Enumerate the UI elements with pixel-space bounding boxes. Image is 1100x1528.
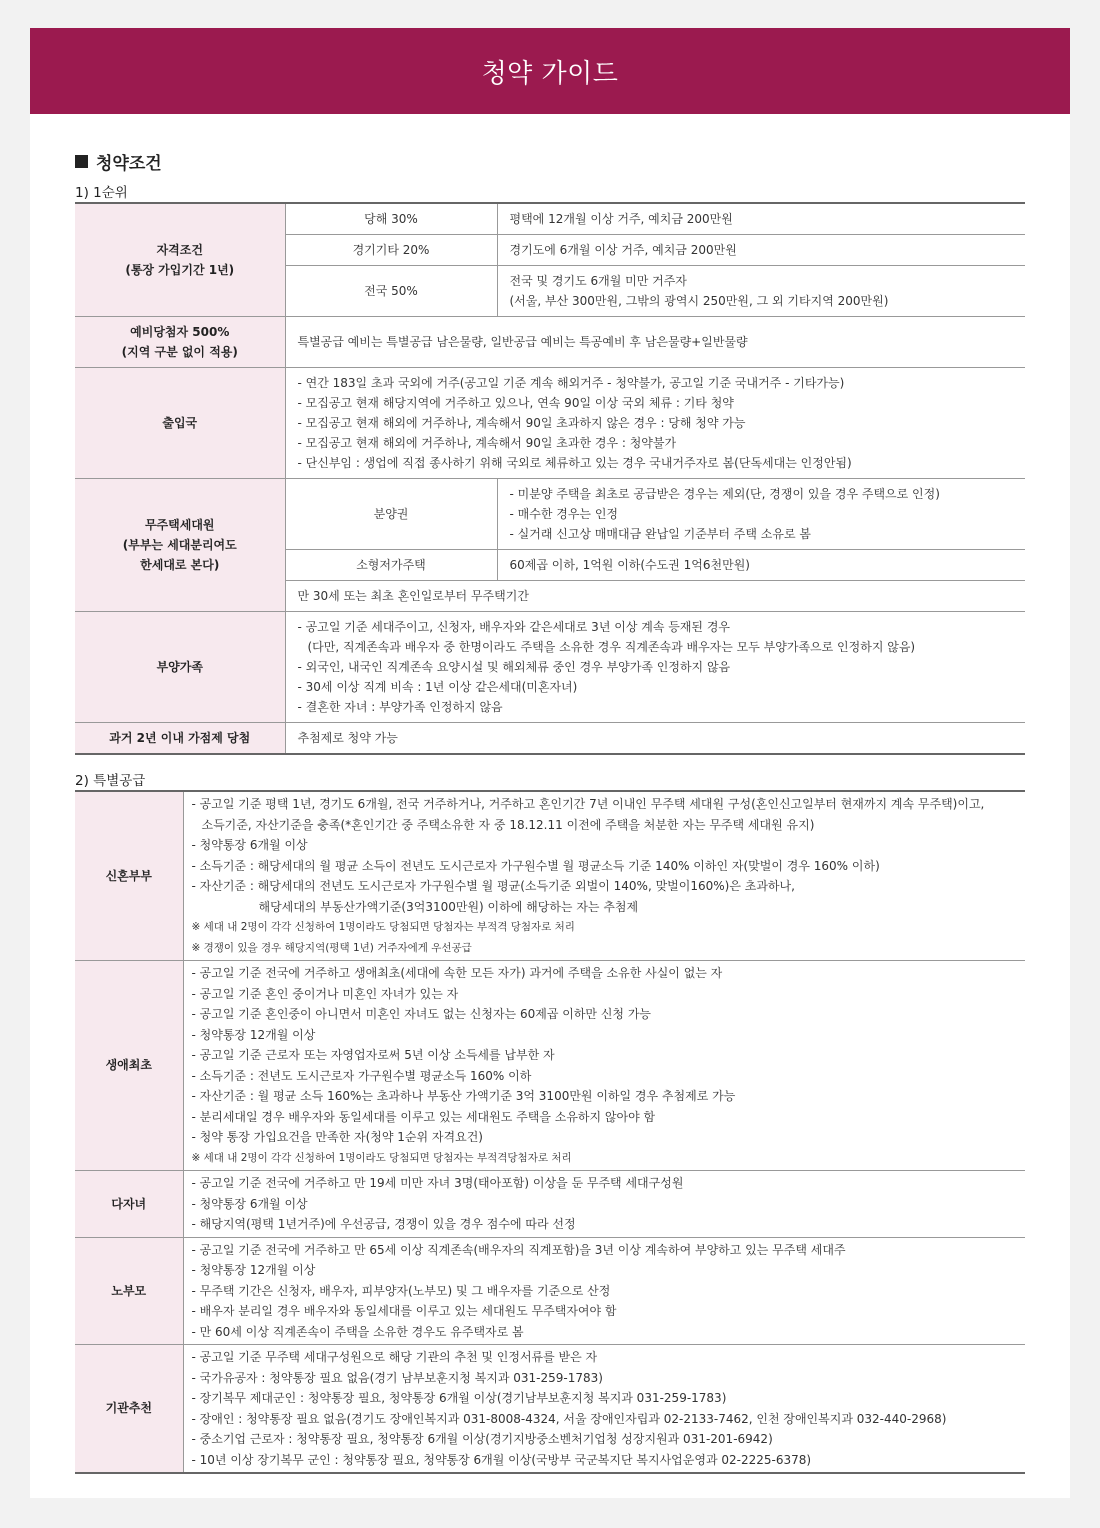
- guide-content: [30, 150, 1070, 1474]
- special-supply-subtitle: 2) 특별공급: [75, 773, 146, 789]
- text-line: - 30세 이상 직계 비속 : 1년 이상 같은세대(미혼자녀): [297, 680, 578, 694]
- region-cell: 당해 30%: [285, 203, 497, 235]
- text-line: 전국 및 경기도 6개월 미만 거주자: [509, 274, 687, 288]
- dependents-detail: [285, 612, 1025, 723]
- table-row: [75, 1345, 1025, 1474]
- text-line: - 해당지역(평택 1년거주)에 우선공급, 경쟁이 있을 경우 점수에 따라 선정: [191, 1217, 576, 1231]
- text-line: - 배우자 분리일 경우 배우자와 동일세대를 이루고 있는 세대원도 무주택자여야 함: [191, 1304, 617, 1318]
- reserve-detail: 특별공급 예비는 특별공급 남은물량, 일반공급 예비는 특공예비 후 남은물량+일반물량: [285, 317, 1025, 368]
- past-win-detail: 추첨제로 청약 가능: [285, 723, 1025, 755]
- region-cell: 경기기타 20%: [285, 235, 497, 266]
- text-line: - 소득기준 : 해당세대의 월 평균 소득이 전년도 도시근로자 가구원수별 월 평균소득 기준 140% 이하인 자(맞벌이 경우 160% 이하): [191, 858, 880, 873]
- immigration-label: 출입국: [75, 368, 285, 479]
- elderly-parent-detail: [183, 1237, 1025, 1345]
- text-line: - 모집공고 현재 해당지역에 거주하고 있으나, 연속 90일 이상 국외 체류 : 기타 청약: [297, 396, 734, 410]
- qualification-label: [75, 203, 285, 317]
- page-title: 청약 가이드: [481, 58, 619, 89]
- dependents-label: 부양가족: [75, 612, 285, 723]
- text-line: - 자산기준 : 월 평균 소득 160%는 초과하나 부동산 가액기준 3억 3100만원 이하일 경우 추첨제로 가능: [191, 1089, 736, 1103]
- table-row: [75, 723, 1025, 755]
- table-row: [75, 479, 1025, 550]
- section-title-text: 청약조건: [96, 153, 162, 174]
- immigration-detail: [285, 368, 1025, 479]
- text-line: 해당세대의 부동산가액기준(3억3100만원) 이하에 해당하는 자는 추첨제: [258, 899, 639, 914]
- label-line: (통장 가입기간 1년): [125, 263, 235, 277]
- label-line: (지역 구분 없이 적용): [121, 345, 238, 359]
- text-line: - 청약통장 12개월 이상: [191, 1027, 316, 1042]
- label-line: 자격조건: [156, 243, 203, 257]
- text-line: - 국가유공자 : 청약통장 필요 없음(경기 남부보훈지청 복지과 031-259-1783): [191, 1370, 603, 1385]
- table-row: [75, 791, 1025, 961]
- text-line: ※ 경쟁이 있을 경우 해당지역(평택 1년) 거주자에게 우선공급: [191, 941, 472, 954]
- text-line: - 청약통장 6개월 이상: [191, 838, 308, 852]
- text-line: - 공고일 기준 전국에 거주하고 생애최초(세대에 속한 모든 자가) 과거에 주택을 소유한 사실이 없는 자: [191, 966, 723, 980]
- label-line: 예비당첨자 500%: [130, 325, 230, 339]
- presale-detail: [497, 479, 1025, 550]
- text-line: - 단신부임 : 생업에 직접 종사하기 위해 국외로 체류하고 있는 경우 국내거주자로 봄(단독세대는 인정안됨): [297, 456, 852, 470]
- table-row: [75, 1171, 1025, 1238]
- first-home-label: 생애최초: [75, 961, 183, 1171]
- text-line: - 청약통장 6개월 이상: [191, 1196, 308, 1211]
- table-row: [75, 1237, 1025, 1345]
- past-win-label: 과거 2년 이내 가점제 당첨: [75, 723, 285, 755]
- text-line: - 공고일 기준 근로자 또는 자영업자로써 5년 이상 소득세를 납부한 자: [191, 1048, 555, 1062]
- text-line: 평택에 12개월 이상 거주, 예치금 200만원: [509, 212, 733, 226]
- text-line: - 청약통장 12개월 이상: [191, 1263, 316, 1277]
- text-line: - 미분양 주택을 최초로 공급받은 경우는 제외(단, 경쟁이 있을 경우 주택으로 인정): [509, 487, 940, 501]
- text-line: - 10년 이상 장기복무 군인 : 청약통장 필요, 청약통장 6개월 이상(국방부 국군복지단 복지사업운영과 02-2225-6378): [191, 1452, 812, 1467]
- text-line: - 청약 통장 가입요건을 만족한 자(청약 1순위 자격요건): [191, 1130, 483, 1144]
- label-line: 한세대로 본다): [140, 558, 220, 572]
- text-line: (다만, 직계존속과 배우자 중 한명이라도 주택을 소유한 경우 직계존속과 배우자는 모두 부양가족으로 인정하지 않음): [307, 640, 916, 654]
- label-line: 무주택세대원: [144, 518, 215, 532]
- table-row: [75, 317, 1025, 368]
- text-line: - 공고일 기준 세대주이고, 신청자, 배우자와 같은세대로 3년 이상 계속 등재된 경우: [297, 620, 730, 634]
- table-row: [75, 961, 1025, 1171]
- text-line: - 자산기준 : 해당세대의 전년도 도시근로자 가구원수별 월 평균(소득기준 외벌이 140%, 맞벌이160%)은 초과하나,: [191, 879, 795, 893]
- text-line: - 모집공고 현재 해외에 거주하나, 계속해서 90일 초과한 경우 : 청약불가: [297, 436, 677, 450]
- homeless-period: 만 30세 또는 최초 혼인일로부터 무주택기간: [285, 581, 1025, 612]
- text-line: - 공고일 기준 전국에 거주하고 만 65세 이상 직계존속(배우자의 직계포함)을 3년 이상 계속하여 부양하고 있는 무주택 세대주: [191, 1242, 846, 1257]
- text-line: - 만 60세 이상 직계존속이 주택을 소유한 경우도 유주택자로 봄: [191, 1324, 524, 1339]
- text-line: - 외국인, 내국인 직계존속 요양시설 및 해외체류 중인 경우 부양가족 인정하지 않음: [297, 660, 731, 674]
- small-house-detail: 60제곱 이하, 1억원 이하(수도권 1억6천만원): [497, 550, 1025, 581]
- text-line: 경기도에 6개월 이상 거주, 예치금 200만원: [509, 243, 737, 257]
- first-rank-table: [75, 202, 1025, 755]
- text-line: - 매수한 경우는 인정: [509, 507, 619, 521]
- text-line: ※ 세대 내 2명이 각각 신청하여 1명이라도 당첨되면 당첨자는 부적격 당첨자로 처리: [191, 921, 575, 933]
- square-bullet-icon: [75, 155, 88, 168]
- text-line: - 공고일 기준 혼인 중이거나 미혼인 자녀가 있는 자: [191, 986, 459, 1001]
- text-line: - 장애인 : 청약통장 필요 없음(경기도 장애인복지과 031-8008-4324, 서울 장애인자립과 02-2133-7462, 인천 장애인복지과 032-440-2968): [191, 1411, 947, 1426]
- small-house-label: 소형저가주택: [285, 550, 497, 581]
- institution-detail: [183, 1345, 1025, 1474]
- text-line: - 장기복무 제대군인 : 청약통장 필요, 청약통장 6개월 이상(경기남부보훈지청 복지과 031-259-1783): [191, 1391, 727, 1405]
- text-line: - 연간 183일 초과 국외에 거주(공고일 기준 계속 해외거주 - 청약불가, 공고일 기준 국내거주 - 기타가능): [297, 376, 845, 390]
- detail-cell: [497, 235, 1025, 266]
- text-line: - 소득기준 : 전년도 도시근로자 가구원수별 평균소득 160% 이하: [191, 1068, 532, 1083]
- text-line: - 공고일 기준 전국에 거주하고 만 19세 미만 자녀 3명(태아포함) 이상을 둔 무주택 세대구성원: [191, 1176, 684, 1190]
- guide-panel: [30, 28, 1070, 1498]
- institution-label: 기관추천: [75, 1345, 183, 1474]
- newlywed-label: 신혼부부: [75, 791, 183, 961]
- table-row: [75, 368, 1025, 479]
- presale-label: 분양권: [285, 479, 497, 550]
- multi-child-detail: [183, 1171, 1025, 1238]
- text-line: - 결혼한 자녀 : 부양가족 인정하지 않음: [297, 700, 503, 714]
- text-line: - 공고일 기준 평택 1년, 경기도 6개월, 전국 거주하거나, 거주하고 혼인기간 7년 이내인 무주택 세대원 구성(혼인신고일부터 현재까지 계속 무주택)이고,: [191, 797, 985, 811]
- homeless-label: [75, 479, 285, 612]
- elderly-parent-label: 노부모: [75, 1237, 183, 1345]
- detail-cell: [497, 266, 1025, 317]
- table-row: [75, 203, 1025, 235]
- text-line: (서울, 부산 300만원, 그밖의 광역시 250만원, 그 외 기타지역 200만원): [509, 294, 889, 308]
- text-line: - 분리세대일 경우 배우자와 동일세대를 이루고 있는 세대원도 주택을 소유하지 않아야 함: [191, 1109, 656, 1124]
- text-line: 소득기준, 자산기준을 충족(*혼인기간 중 주택소유한 자 중 18.12.11 이전에 주택을 처분한 자는 무주택 세대원 유지): [201, 817, 815, 832]
- text-line: - 공고일 기준 무주택 세대구성원으로 해당 기관의 추천 및 인정서류를 받은 자: [191, 1350, 598, 1364]
- text-line: - 무주택 기간은 신청자, 배우자, 피부양자(노부모) 및 그 배우자를 기준으로 산정: [191, 1283, 611, 1298]
- table-row: [75, 612, 1025, 723]
- text-line: ※ 세대 내 2명이 각각 신청하여 1명이라도 당첨되면 당첨자는 부적격당첨자로 처리: [191, 1151, 572, 1164]
- text-line: - 모집공고 현재 해외에 거주하나, 계속해서 90일 초과하지 않은 경우 : 당해 청약 가능: [297, 416, 746, 430]
- text-line: - 실거래 신고상 매매대금 완납일 기준부터 주택 소유로 봄: [509, 527, 811, 541]
- first-home-detail: [183, 961, 1025, 1171]
- text-line: - 중소기업 근로자 : 청약통장 필요, 청약통장 6개월 이상(경기지방중소벤처기업청 성장지원과 031-201-6942): [191, 1432, 773, 1446]
- page-header: [30, 28, 1070, 114]
- text-line: - 공고일 기준 혼인중이 아니면서 미혼인 자녀도 없는 신청자는 60제곱 이하만 신청 가능: [191, 1007, 652, 1021]
- multi-child-label: 다자녀: [75, 1171, 183, 1238]
- first-rank-subtitle: 1) 1순위: [75, 185, 128, 201]
- newlywed-detail: [183, 791, 1025, 961]
- section-title: [75, 150, 1025, 172]
- detail-cell: [497, 203, 1025, 235]
- special-supply-table: [75, 790, 1025, 1474]
- reserve-label: [75, 317, 285, 368]
- region-cell: 전국 50%: [285, 266, 497, 317]
- label-line: (부부는 세대분리여도: [122, 538, 237, 552]
